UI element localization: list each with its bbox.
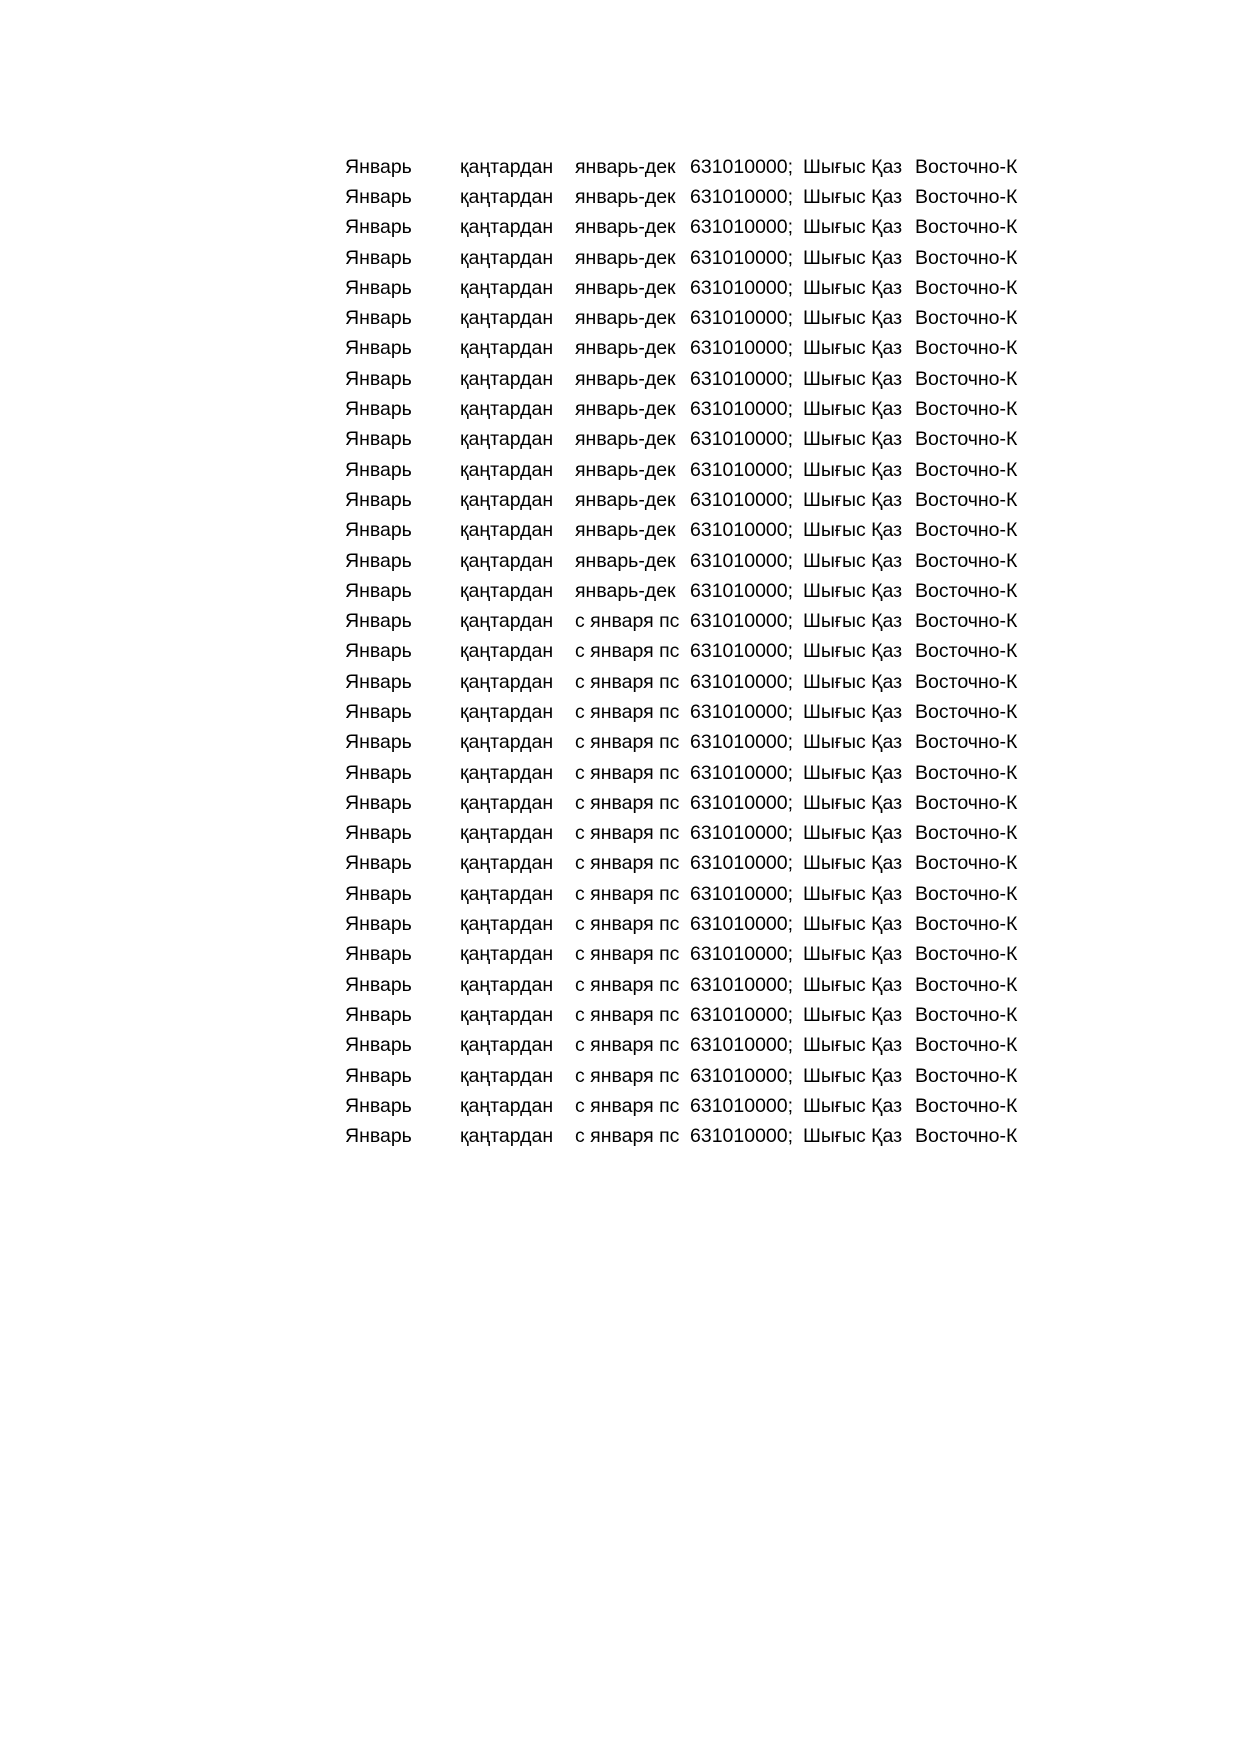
region-kz-cell: Шығыс Қаз [803, 307, 903, 330]
code-cell: 631010000; [690, 822, 794, 845]
month-kz-cell: қаңтардан [460, 610, 554, 633]
table-row [345, 970, 1035, 1000]
table-row [345, 485, 1035, 515]
region-kz-cell: Шығыс Қаз [803, 276, 903, 299]
code-cell: 631010000; [690, 488, 794, 511]
period-cell: январь-дек [575, 488, 676, 511]
region-ru-cell: Восточно-К [915, 549, 1018, 572]
month-kz-cell: қаңтардан [460, 246, 554, 269]
region-ru-cell: Восточно-К [915, 1094, 1018, 1117]
code-cell: 631010000; [690, 216, 794, 239]
month-kz-cell: қаңтардан [460, 367, 554, 390]
code-cell: 631010000; [690, 367, 794, 390]
month-kz-cell: қаңтардан [460, 488, 554, 511]
month-ru-cell: Январь [345, 579, 412, 602]
region-ru-cell: Восточно-К [915, 943, 1018, 966]
region-kz-cell: Шығыс Қаз [803, 246, 903, 269]
month-kz-cell: қаңтардан [460, 337, 554, 360]
region-ru-cell: Восточно-К [915, 519, 1018, 542]
region-ru-cell: Восточно-К [915, 1003, 1018, 1026]
region-ru-cell: Восточно-К [915, 731, 1018, 754]
period-cell: с января пс [575, 1064, 680, 1087]
region-ru-cell: Восточно-К [915, 276, 1018, 299]
month-ru-cell: Январь [345, 519, 412, 542]
code-cell: 631010000; [690, 1034, 794, 1057]
region-kz-cell: Шығыс Қаз [803, 670, 903, 693]
month-kz-cell: қаңтардан [460, 882, 554, 905]
month-ru-cell: Январь [345, 640, 412, 663]
code-cell: 631010000; [690, 307, 794, 330]
period-cell: с января пс [575, 610, 680, 633]
code-cell: 631010000; [690, 610, 794, 633]
code-cell: 631010000; [690, 1064, 794, 1087]
period-cell: с января пс [575, 973, 680, 996]
period-cell: январь-дек [575, 579, 676, 602]
table-row [345, 546, 1035, 576]
period-cell: январь-дек [575, 428, 676, 451]
table-body [345, 152, 1035, 1152]
period-cell: январь-дек [575, 276, 676, 299]
region-ru-cell: Восточно-К [915, 913, 1018, 936]
month-ru-cell: Январь [345, 852, 412, 875]
code-cell: 631010000; [690, 337, 794, 360]
month-kz-cell: қаңтардан [460, 519, 554, 542]
region-kz-cell: Шығыс Қаз [803, 579, 903, 602]
period-cell: январь-дек [575, 246, 676, 269]
region-kz-cell: Шығыс Қаз [803, 398, 903, 421]
code-cell: 631010000; [690, 276, 794, 299]
month-ru-cell: Январь [345, 367, 412, 390]
month-ru-cell: Январь [345, 913, 412, 936]
month-kz-cell: қаңтардан [460, 640, 554, 663]
period-cell: с января пс [575, 822, 680, 845]
month-kz-cell: қаңтардан [460, 822, 554, 845]
period-cell: январь-дек [575, 185, 676, 208]
region-ru-cell: Восточно-К [915, 973, 1018, 996]
table-row [345, 849, 1035, 879]
table-row [345, 516, 1035, 546]
region-kz-cell: Шығыс Қаз [803, 943, 903, 966]
month-ru-cell: Январь [345, 337, 412, 360]
table-row [345, 394, 1035, 424]
table-row [345, 152, 1035, 182]
period-cell: с января пс [575, 731, 680, 754]
month-ru-cell: Январь [345, 943, 412, 966]
month-kz-cell: қаңтардан [460, 398, 554, 421]
table-row [345, 1061, 1035, 1091]
table-row [345, 1122, 1035, 1152]
month-ru-cell: Январь [345, 731, 412, 754]
region-kz-cell: Шығыс Қаз [803, 1064, 903, 1087]
region-ru-cell: Восточно-К [915, 882, 1018, 905]
month-ru-cell: Январь [345, 700, 412, 723]
period-cell: с января пс [575, 791, 680, 814]
code-cell: 631010000; [690, 1003, 794, 1026]
table-row [345, 364, 1035, 394]
month-kz-cell: қаңтардан [460, 973, 554, 996]
region-kz-cell: Шығыс Қаз [803, 488, 903, 511]
code-cell: 631010000; [690, 731, 794, 754]
period-cell: с января пс [575, 913, 680, 936]
month-kz-cell: қаңтардан [460, 155, 554, 178]
period-cell: с января пс [575, 640, 680, 663]
table-row [345, 728, 1035, 758]
month-kz-cell: қаңтардан [460, 700, 554, 723]
region-ru-cell: Восточно-К [915, 579, 1018, 602]
table-row [345, 1000, 1035, 1030]
month-ru-cell: Январь [345, 882, 412, 905]
month-ru-cell: Январь [345, 973, 412, 996]
month-kz-cell: қаңтардан [460, 1125, 554, 1148]
code-cell: 631010000; [690, 185, 794, 208]
region-ru-cell: Восточно-К [915, 1064, 1018, 1087]
region-ru-cell: Восточно-К [915, 791, 1018, 814]
period-cell: с января пс [575, 761, 680, 784]
month-kz-cell: қаңтардан [460, 1003, 554, 1026]
month-ru-cell: Январь [345, 246, 412, 269]
region-kz-cell: Шығыс Қаз [803, 458, 903, 481]
region-kz-cell: Шығыс Қаз [803, 822, 903, 845]
month-ru-cell: Январь [345, 216, 412, 239]
region-kz-cell: Шығыс Қаз [803, 185, 903, 208]
table-row [345, 334, 1035, 364]
code-cell: 631010000; [690, 246, 794, 269]
month-ru-cell: Январь [345, 1064, 412, 1087]
region-ru-cell: Восточно-К [915, 852, 1018, 875]
month-ru-cell: Январь [345, 307, 412, 330]
code-cell: 631010000; [690, 549, 794, 572]
region-ru-cell: Восточно-К [915, 1034, 1018, 1057]
period-cell: январь-дек [575, 155, 676, 178]
code-cell: 631010000; [690, 761, 794, 784]
month-kz-cell: қаңтардан [460, 185, 554, 208]
table-row [345, 667, 1035, 697]
table-row [345, 879, 1035, 909]
period-cell: январь-дек [575, 458, 676, 481]
period-cell: с января пс [575, 700, 680, 723]
code-cell: 631010000; [690, 973, 794, 996]
code-cell: 631010000; [690, 791, 794, 814]
period-cell: с января пс [575, 1125, 680, 1148]
region-kz-cell: Шығыс Қаз [803, 761, 903, 784]
table-row [345, 758, 1035, 788]
region-ru-cell: Восточно-К [915, 185, 1018, 208]
month-ru-cell: Январь [345, 670, 412, 693]
region-ru-cell: Восточно-К [915, 610, 1018, 633]
month-kz-cell: қаңтардан [460, 276, 554, 299]
month-kz-cell: қаңтардан [460, 943, 554, 966]
region-ru-cell: Восточно-К [915, 822, 1018, 845]
month-kz-cell: қаңтардан [460, 428, 554, 451]
month-ru-cell: Январь [345, 791, 412, 814]
region-ru-cell: Восточно-К [915, 1125, 1018, 1148]
period-cell: январь-дек [575, 519, 676, 542]
table-row [345, 243, 1035, 273]
period-cell: январь-дек [575, 367, 676, 390]
region-kz-cell: Шығыс Қаз [803, 337, 903, 360]
month-ru-cell: Январь [345, 610, 412, 633]
month-ru-cell: Январь [345, 1094, 412, 1117]
region-kz-cell: Шығыс Қаз [803, 731, 903, 754]
month-ru-cell: Январь [345, 1003, 412, 1026]
month-kz-cell: қаңтардан [460, 579, 554, 602]
table-row [345, 940, 1035, 970]
region-kz-cell: Шығыс Қаз [803, 852, 903, 875]
region-ru-cell: Восточно-К [915, 246, 1018, 269]
month-kz-cell: қаңтардан [460, 1094, 554, 1117]
month-kz-cell: қаңтардан [460, 549, 554, 572]
region-kz-cell: Шығыс Қаз [803, 700, 903, 723]
code-cell: 631010000; [690, 882, 794, 905]
region-ru-cell: Восточно-К [915, 398, 1018, 421]
code-cell: 631010000; [690, 700, 794, 723]
month-ru-cell: Январь [345, 822, 412, 845]
region-ru-cell: Восточно-К [915, 458, 1018, 481]
code-cell: 631010000; [690, 398, 794, 421]
period-cell: январь-дек [575, 398, 676, 421]
period-cell: с января пс [575, 852, 680, 875]
code-cell: 631010000; [690, 640, 794, 663]
month-ru-cell: Январь [345, 1034, 412, 1057]
table-row [345, 273, 1035, 303]
table-row [345, 1091, 1035, 1121]
region-ru-cell: Восточно-К [915, 428, 1018, 451]
month-ru-cell: Январь [345, 761, 412, 784]
month-ru-cell: Январь [345, 155, 412, 178]
code-cell: 631010000; [690, 1125, 794, 1148]
month-kz-cell: қаңтардан [460, 1064, 554, 1087]
code-cell: 631010000; [690, 519, 794, 542]
month-kz-cell: қаңтардан [460, 913, 554, 936]
region-kz-cell: Шығыс Қаз [803, 549, 903, 572]
region-kz-cell: Шығыс Қаз [803, 1094, 903, 1117]
month-kz-cell: қаңтардан [460, 216, 554, 239]
code-cell: 631010000; [690, 155, 794, 178]
period-cell: с января пс [575, 943, 680, 966]
region-kz-cell: Шығыс Қаз [803, 791, 903, 814]
month-ru-cell: Январь [345, 276, 412, 299]
region-kz-cell: Шығыс Қаз [803, 1125, 903, 1148]
month-ru-cell: Январь [345, 549, 412, 572]
region-kz-cell: Шығыс Қаз [803, 428, 903, 451]
table-row [345, 213, 1035, 243]
table-row [345, 425, 1035, 455]
region-ru-cell: Восточно-К [915, 640, 1018, 663]
region-kz-cell: Шығыс Қаз [803, 519, 903, 542]
month-ru-cell: Январь [345, 428, 412, 451]
code-cell: 631010000; [690, 458, 794, 481]
region-kz-cell: Шығыс Қаз [803, 216, 903, 239]
month-ru-cell: Январь [345, 185, 412, 208]
month-ru-cell: Январь [345, 458, 412, 481]
table-row [345, 1031, 1035, 1061]
period-cell: январь-дек [575, 549, 676, 572]
month-kz-cell: қаңтардан [460, 1034, 554, 1057]
region-ru-cell: Восточно-К [915, 216, 1018, 239]
table-row [345, 455, 1035, 485]
region-ru-cell: Восточно-К [915, 367, 1018, 390]
period-cell: с января пс [575, 882, 680, 905]
region-kz-cell: Шығыс Қаз [803, 1034, 903, 1057]
region-ru-cell: Восточно-К [915, 307, 1018, 330]
month-kz-cell: қаңтардан [460, 731, 554, 754]
region-kz-cell: Шығыс Қаз [803, 882, 903, 905]
region-kz-cell: Шығыс Қаз [803, 640, 903, 663]
region-ru-cell: Восточно-К [915, 488, 1018, 511]
period-cell: январь-дек [575, 337, 676, 360]
region-ru-cell: Восточно-К [915, 337, 1018, 360]
period-cell: январь-дек [575, 307, 676, 330]
period-cell: январь-дек [575, 216, 676, 239]
region-kz-cell: Шығыс Қаз [803, 973, 903, 996]
period-cell: с января пс [575, 1034, 680, 1057]
region-kz-cell: Шығыс Қаз [803, 155, 903, 178]
region-ru-cell: Восточно-К [915, 670, 1018, 693]
table-row [345, 788, 1035, 818]
month-kz-cell: қаңтардан [460, 307, 554, 330]
table-row [345, 909, 1035, 939]
code-cell: 631010000; [690, 670, 794, 693]
month-kz-cell: қаңтардан [460, 852, 554, 875]
table-row [345, 697, 1035, 727]
region-ru-cell: Восточно-К [915, 761, 1018, 784]
region-kz-cell: Шығыс Қаз [803, 610, 903, 633]
table-row [345, 606, 1035, 636]
month-ru-cell: Январь [345, 398, 412, 421]
month-kz-cell: қаңтардан [460, 791, 554, 814]
table-row [345, 637, 1035, 667]
month-kz-cell: қаңтардан [460, 670, 554, 693]
region-ru-cell: Восточно-К [915, 155, 1018, 178]
code-cell: 631010000; [690, 579, 794, 602]
code-cell: 631010000; [690, 852, 794, 875]
table-row [345, 182, 1035, 212]
code-cell: 631010000; [690, 1094, 794, 1117]
code-cell: 631010000; [690, 428, 794, 451]
table-row [345, 576, 1035, 606]
code-cell: 631010000; [690, 913, 794, 936]
month-kz-cell: қаңтардан [460, 761, 554, 784]
region-kz-cell: Шығыс Қаз [803, 367, 903, 390]
period-cell: с января пс [575, 1003, 680, 1026]
region-kz-cell: Шығыс Қаз [803, 913, 903, 936]
table-row [345, 303, 1035, 333]
period-cell: с января пс [575, 1094, 680, 1117]
region-ru-cell: Восточно-К [915, 700, 1018, 723]
region-kz-cell: Шығыс Қаз [803, 1003, 903, 1026]
month-ru-cell: Январь [345, 1125, 412, 1148]
period-cell: с января пс [575, 670, 680, 693]
table-row [345, 819, 1035, 849]
code-cell: 631010000; [690, 943, 794, 966]
month-kz-cell: қаңтардан [460, 458, 554, 481]
month-ru-cell: Январь [345, 488, 412, 511]
